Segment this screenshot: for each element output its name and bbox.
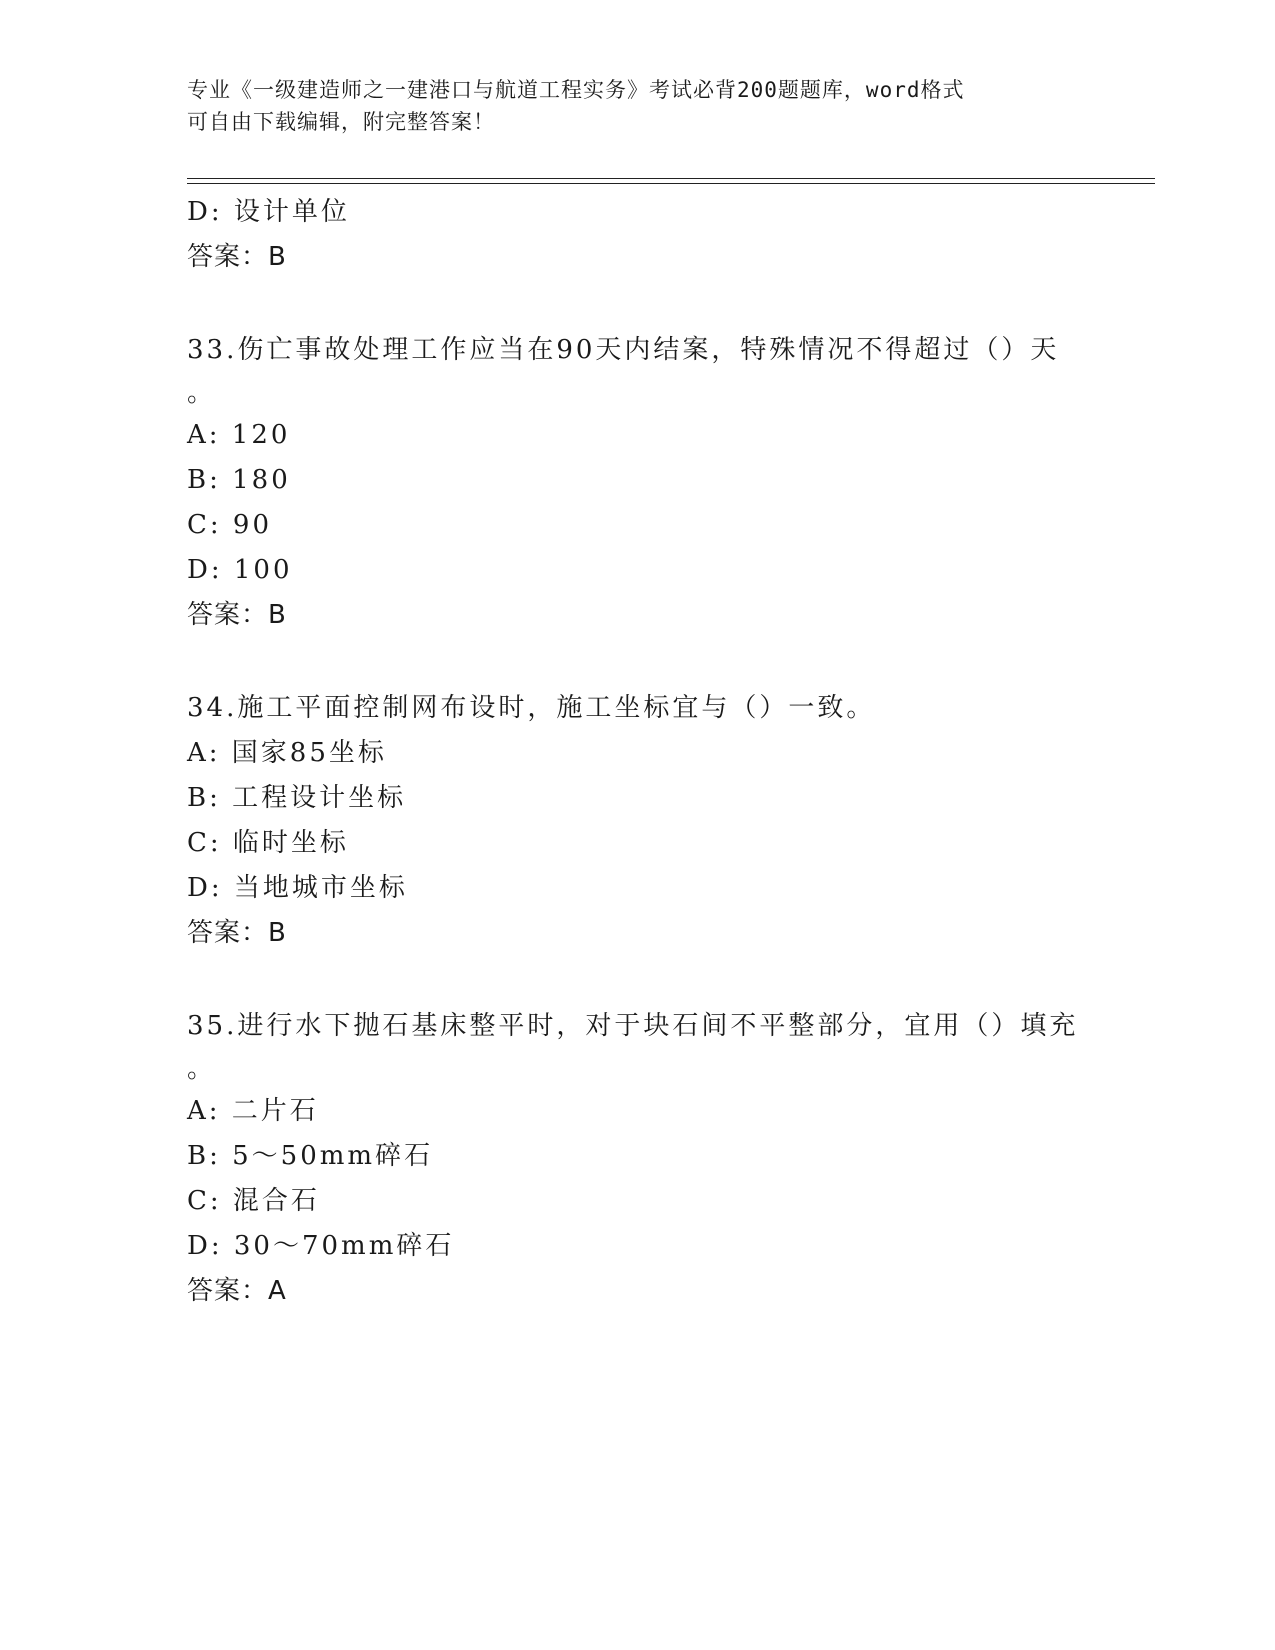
option-c: C: 90: [187, 510, 273, 540]
question-list: [187, 190, 1087, 1314]
option-b: B: 工程设计坐标: [187, 783, 407, 813]
answer-line: 答案：A: [187, 1276, 287, 1306]
answer-line: 答案：B: [187, 600, 287, 630]
option-d: D: 当地城市坐标: [187, 873, 408, 903]
header-rule-bottom: [187, 183, 1155, 184]
answer-line: 答案：B: [187, 918, 287, 948]
option-d: D: 30～70mm碎石: [187, 1231, 455, 1261]
option-d: D: 100: [187, 555, 293, 585]
option-b: B: 180: [187, 465, 291, 495]
option-a: A: 二片石: [187, 1096, 319, 1126]
question-34: [187, 686, 1087, 956]
question-stem-continuation: 。: [187, 378, 217, 408]
question-35: [187, 1004, 1087, 1314]
question-stem: 34.施工平面控制网布设时，施工坐标宜与（）一致。: [187, 693, 876, 723]
header-line-2: 可自由下载编辑，附完整答案！: [187, 110, 495, 134]
question-stem: 35.进行水下抛石基床整平时，对于块石间不平整部分，宜用（）填充: [187, 1011, 1079, 1041]
header-line-1: 专业《一级建造师之一建港口与航道工程实务》考试必背200题题库，word格式: [187, 78, 965, 102]
option-c: C: 临时坐标: [187, 828, 349, 858]
option-a: A: 国家85坐标: [187, 738, 387, 768]
question-stem: 33.伤亡事故处理工作应当在90天内结案，特殊情况不得超过（）天: [187, 335, 1060, 365]
option-a: A: 120: [187, 420, 291, 450]
answer-line: 答案：B: [187, 242, 287, 272]
question-33: [187, 328, 1087, 638]
previous-question-tail: [187, 190, 1087, 280]
option-d: D: 设计单位: [187, 197, 350, 227]
header-rule-top: [187, 178, 1155, 179]
option-c: C: 混合石: [187, 1186, 320, 1216]
question-stem-continuation: 。: [187, 1054, 217, 1084]
document-header: [187, 74, 1067, 138]
option-b: B: 5～50mm碎石: [187, 1141, 434, 1171]
